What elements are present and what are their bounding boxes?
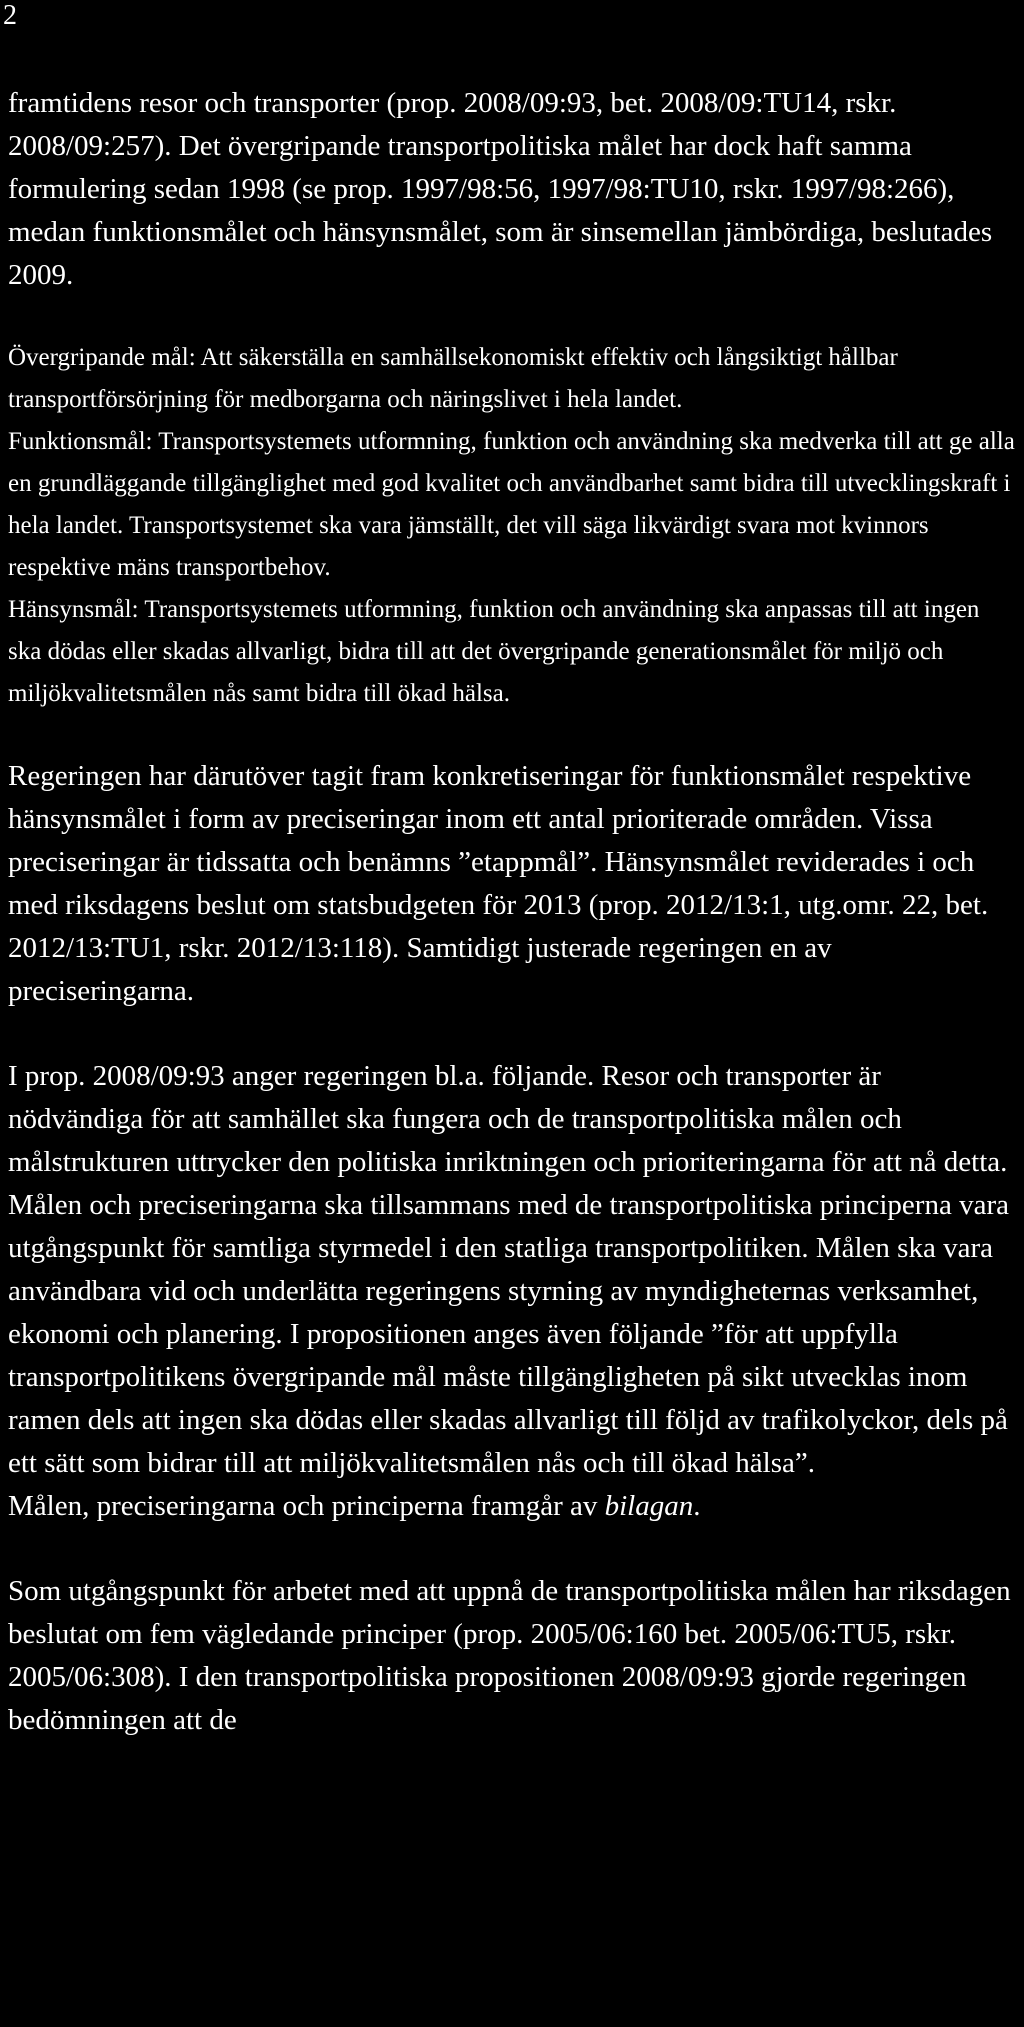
function-goal-paragraph: Funktionsmål: Transportsystemets utformning, funktion och användning ska medverka till att ge alla en grundläggande tillgänglighet med god kvalitet och användbarhet samt bidra till utvecklingskraft i hela landet. Transportsystemet ska vara jämställt, det vill säga likvärdigt svara mot kvinnors respektive mäns transportbehov. bbox=[8, 428, 1015, 581]
appendix-reference-end: . bbox=[693, 1490, 701, 1522]
appendix-link-text: bilagan bbox=[604, 1490, 694, 1522]
appendix-reference-paragraph bbox=[8, 1485, 1018, 1528]
intro-paragraph: framtidens resor och transporter (prop. 2008/09:93, bet. 2008/09:TU14, rskr. 2008/09:257). Det övergripande transportpolitiska målet har dock haft samma formulering sedan 1998 (se prop. 1997/98:56, 1997/98:TU10, rskr. 1997/98:266), medan funktionsmålet och hänsynsmålet, som är sinsemellan jämbördiga, beslutades 2009. bbox=[8, 87, 993, 291]
document-body bbox=[8, 82, 1018, 1742]
page-number: 2 bbox=[3, 0, 17, 31]
appendix-reference-text: Målen, preciseringarna och principerna framgår av bbox=[8, 1490, 605, 1522]
proposition-paragraph: I prop. 2008/09:93 anger regeringen bl.a. följande. Resor och transporter är nödvändiga för att samhället ska fungera och de transportpolitiska målen och målstrukturen uttrycker den politiska inriktningen och prioriteringarna för att nå detta. Målen och preciseringarna ska tillsammans med de transportpolitiska principerna vara utgångspunkt för samtliga styrmedel i den statliga transportpolitiken. Målen ska vara användbara vid och underlätta regeringens styrning av myndigheternas verksamhet, ekonomi och planering. I propositionen anges även följande ”för att uppfylla transportpolitikens övergripande mål måste tillgängligheten på sikt utvecklas inom ramen dels att ingen ska dödas eller skadas allvarligt till följd av trafikolyckor, dels på ett sätt som bidrar till att miljökvalitetsmålen nås och till ökad hälsa”. bbox=[8, 1060, 1009, 1479]
principles-paragraph: Som utgångspunkt för arbetet med att uppnå de transportpolitiska målen har riksdagen beslutat om fem vägledande principer (prop. 2005/06:160 bet. 2005/06:TU5, rskr. 2005/06:308). I den transportpolitiska propositionen 2008/09:93 gjorde regeringen bedömningen att de bbox=[8, 1575, 1011, 1736]
consideration-goal-paragraph: Hänsynsmål: Transportsystemets utformning, funktion och användning ska anpassas till att ingen ska dödas eller skadas allvarligt, bidra till att det övergripande generationsmålet för miljö och miljökvalitetsmålen nås samt bidra till ökad hälsa. bbox=[8, 596, 980, 707]
goals-block bbox=[8, 337, 1018, 715]
specifications-paragraph: Regeringen har därutöver tagit fram konkretiseringar för funktionsmålet respektive hänsynsmålet i form av preciseringar inom ett antal prioriterade områden. Vissa preciseringar är tidssatta och benämns ”etappmål”. Hänsynsmålet reviderades i och med riksdagens beslut om statsbudgeten för 2013 (prop. 2012/13:1, utg.omr. 22, bet. 2012/13:TU1, rskr. 2012/13:118). Samtidigt justerade regeringen en av preciseringarna. bbox=[8, 760, 989, 1007]
overall-goal-paragraph: Övergripande mål: Att säkerställa en samhällsekonomiskt effektiv och långsiktigt hållbar transportförsörjning för medborgarna och näringslivet i hela landet. bbox=[8, 344, 898, 413]
